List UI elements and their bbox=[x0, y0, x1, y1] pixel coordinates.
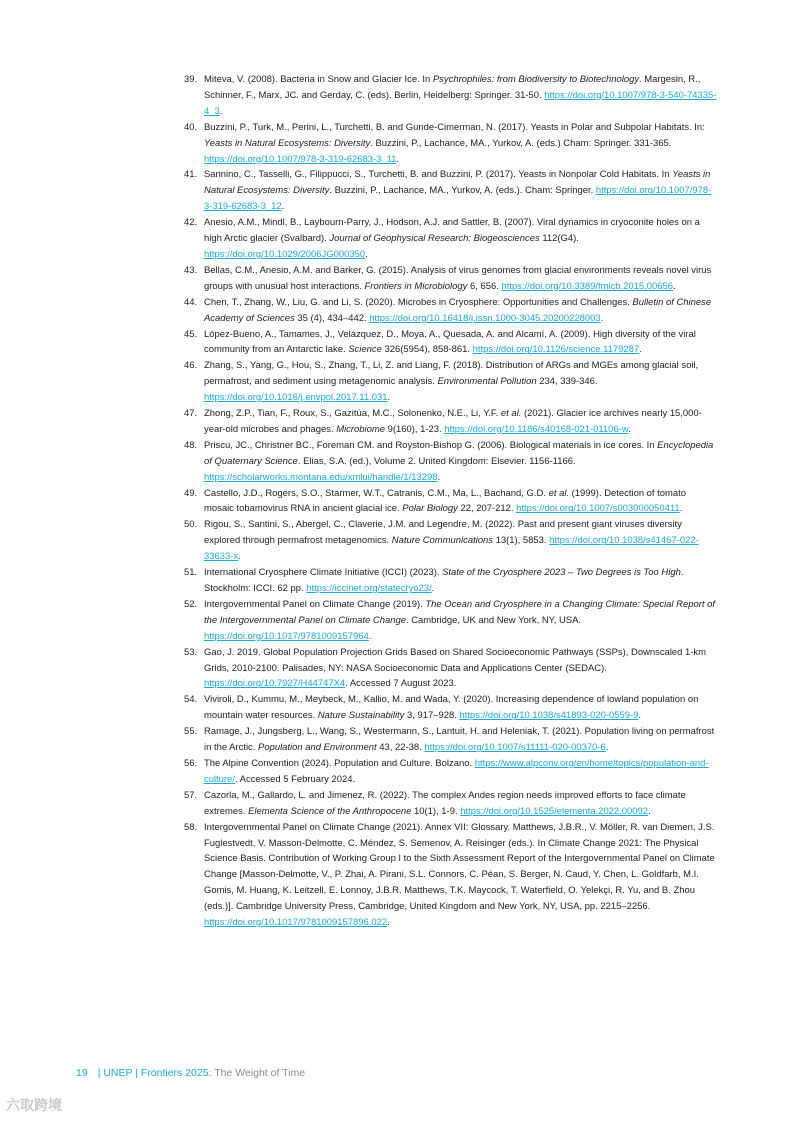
reference-item bbox=[184, 72, 718, 120]
reference-text: Rigou, S., Santini, S., Abergel, C., Claverie, J.M. and Legendre, M. (2022). Past and present giant viruses diversity explored through permafrost metagenomics. bbox=[204, 519, 682, 547]
reference-number: 39. bbox=[184, 74, 198, 85]
reference-text: 112(G4). bbox=[539, 233, 579, 245]
reference-title: et al. bbox=[548, 487, 570, 499]
reference-text: Gao, J. 2019. Global Population Projection Grids Based on Shared Socioeconomic Pathways (SSPs), Downscaled 1-km Grids, 2010-2100. Palisades, NY: NASA Socioeconomic Data and Applications Center (SEDAC). bbox=[204, 646, 707, 674]
reference-text: Castello, J.D., Rogers, S.O., Starmer, W.T., Catranis, C.M., Ma, L., Bachand, G.D. bbox=[204, 487, 549, 499]
publication-subtitle: The Weight of Time bbox=[211, 1067, 306, 1079]
reference-title: State of the Cryosphere 2023 – Two Degrees is Too High bbox=[442, 567, 681, 579]
reference-number: 51. bbox=[184, 567, 198, 579]
reference-text: Zhang, S., Yang, G., Hou, S., Zhang, T., Li, Z. and Liang, F. (2018). Distribution of ARGs and MGEs among glacial soil, permafrost, and sediment using metagenomic analysis. bbox=[204, 360, 699, 388]
reference-number: 41. bbox=[184, 169, 198, 181]
reference-title: Microbiome bbox=[336, 423, 385, 435]
reference-text: Viviroli, D., Kummu, M., Meybeck, M., Kallio, M. and Wada, Y. (2020). Increasing dependence of lowland population on mountain water resources. bbox=[204, 694, 699, 722]
reference-text: 9(160), 1-23. bbox=[384, 423, 445, 435]
reference-title: Frontiers in Microbiology bbox=[364, 280, 468, 292]
reference-number: 57. bbox=[184, 789, 198, 801]
reference-text: . bbox=[638, 710, 642, 722]
reference-text: 43, 22-38. bbox=[376, 742, 425, 754]
reference-text: . Cambridge, UK and New York, NY, USA. bbox=[405, 614, 582, 626]
reference-link[interactable]: https://doi.org/10.1525/elementa.2022.00092 bbox=[460, 805, 649, 817]
reference-text: . bbox=[368, 630, 372, 642]
reference-list bbox=[184, 72, 718, 931]
reference-link[interactable]: https://doi.org/10.1017/9781009157896.022 bbox=[204, 917, 388, 929]
reference-item bbox=[184, 327, 718, 359]
reference-text: Priscu, JC., Christner BC., Foreman CM. and Royston-Bishop G. (2006). Biological materials in ice cores. In bbox=[204, 439, 658, 451]
reference-link[interactable]: https://iccinet.org/statecryo23/ bbox=[306, 583, 432, 594]
reference-item bbox=[184, 517, 718, 565]
reference-title: Science bbox=[348, 344, 382, 356]
reference-text: . Margesin, R., Schinner, F., Marx, JC. and Gerday, C. (eds). Berlin, Heidelberg: Springer. 31-50. bbox=[204, 74, 701, 101]
reference-number: 46. bbox=[184, 360, 198, 372]
reference-text: 10(1), 1-9. bbox=[411, 805, 461, 817]
reference-text: Intergovernmental Panel on Climate Change (2021). Annex VII: Glossary. Matthews, J.B.R., V. Möller, R. van Diemen, J.S. Fuglestvedt, V. Masson-Delmotte, C. Méndez, S. Semenov, A. Reisinger (eds.). In Climate Change 2021: The Physical Science Basis. Contribution of Working Group I to the Sixth Assessment Report of the Intergovernmental Panel on Climate Change [Masson-Delmotte, V., P. Zhai, A. Pirani, S.L. Connors, C. Péan, S. Berger, N. Caud, Y. Chen, L. Goldfarb, M.I. Gomis, M. Huang, K. Leitzell, E. Lonnoy, J.B.R. Matthews, T.K. Maycock, T. Waterfield, O. Yelekçi, R. Yu, and B. Zhou (eds.)]. Cambridge University Press, Cambridge, United Kingdom and New York, NY, USA, pp. 2215–2256. bbox=[204, 821, 715, 913]
reference-number: 49. bbox=[184, 487, 198, 499]
reference-text: . bbox=[639, 344, 642, 356]
reference-number: 47. bbox=[184, 408, 198, 420]
reference-number: 50. bbox=[184, 519, 198, 531]
reference-item bbox=[184, 645, 718, 693]
reference-text: . bbox=[648, 805, 651, 817]
reference-number: 56. bbox=[184, 757, 198, 769]
reference-text: Ramage, J., Jungsberg, L., Wang, S., Westermann, S., Lantuit, H. and Heleniak, T. (2021). Population living on permafrost in the Arctic. bbox=[204, 726, 715, 754]
reference-text: . bbox=[437, 471, 441, 483]
reference-text: Anesio, A.M., Mindl, B., Laybourn-Parry, J., Hodson, A.J. and Sattler, B. (2007). Viral dynamics in cryoconite holes on a high Arctic glacier (Svalbard). bbox=[204, 217, 700, 245]
reference-item bbox=[184, 406, 718, 438]
reference-number: 58. bbox=[184, 821, 198, 833]
reference-item bbox=[184, 565, 718, 597]
reference-number: 40. bbox=[184, 121, 198, 133]
reference-text: Chen, T., Zhang, W., Liu, G. and Li, S. (2020). Microbes in Cryosphere: Opportunities and Challenges. bbox=[204, 296, 633, 308]
reference-text: . Elias, S.A. (ed.), Volume 2. United Kingdom: Elsevier. 1156-1166. bbox=[297, 455, 576, 467]
reference-number: 55. bbox=[184, 726, 198, 738]
reference-item bbox=[184, 438, 718, 486]
reference-link[interactable]: https://doi.org/10.16418/j.issn.1000-3045.20200228003 bbox=[369, 312, 601, 324]
reference-item bbox=[184, 692, 718, 724]
reference-text: 326(5954), 858-861. bbox=[381, 344, 473, 356]
reference-link[interactable]: https://doi.org/10.1038/s41893-020-0559-9 bbox=[459, 710, 639, 722]
reference-title: Polar Biology bbox=[402, 503, 458, 515]
reference-number: 52. bbox=[184, 598, 198, 610]
reference-text: 3, 917–928. bbox=[404, 710, 460, 722]
reference-item bbox=[184, 756, 718, 788]
reference-text: . Accessed 7 August 2023. bbox=[345, 678, 457, 690]
reference-link[interactable]: https://doi.org/10.1186/s40168-021-01106-w bbox=[444, 423, 629, 435]
reference-text: . bbox=[365, 248, 368, 260]
reference-link[interactable]: https://doi.org/10.1016/j.envpol.2017.11.031 bbox=[204, 392, 388, 404]
reference-link[interactable]: https://doi.org/10.3389/fmicb.2015.00656 bbox=[501, 280, 674, 292]
reference-text: 234, 339-346. bbox=[536, 376, 598, 388]
reference-text: . Accessed 5 February 2024. bbox=[234, 773, 356, 785]
reference-text: . bbox=[673, 280, 676, 292]
reference-link[interactable]: https://doi.org/10.1017/9781009157964 bbox=[204, 630, 369, 642]
reference-title: Bulletin of Chinese Academy of Sciences bbox=[204, 296, 712, 324]
reference-title: Elementa Science of the Anthropocene bbox=[248, 805, 412, 817]
reference-text: The Alpine Convention (2024). Population and Culture. Bolzano. bbox=[204, 757, 475, 769]
watermark-logo: 六取跨境 bbox=[6, 1097, 62, 1113]
reference-text: . bbox=[396, 153, 400, 165]
reference-number: 45. bbox=[184, 328, 198, 340]
reference-text: Buzzini, P., Turk, M., Perini, L., Turchetti, B. and Gunde-Cimerman, N. (2017). Yeasts in Polar and Subpolar Habitats. In: bbox=[204, 121, 705, 133]
reference-item bbox=[184, 263, 718, 295]
reference-text: . bbox=[387, 392, 391, 404]
reference-text: . bbox=[431, 583, 435, 594]
reference-text: López-Bueno, A., Tamames, J., Velázquez, D., Moya, A., Quesada, A. and Alcamí, A. (2009). High diversity of the viral community from an Antarctic lake. bbox=[204, 328, 696, 356]
reference-title: Nature Communications bbox=[391, 535, 494, 547]
reference-item bbox=[184, 724, 718, 756]
reference-text: . Stockholm: ICCI. 62 pp. bbox=[204, 567, 684, 594]
reference-item bbox=[184, 597, 718, 645]
reference-link[interactable]: https://doi.org/10.1007/s11111-020-00370-6 bbox=[424, 742, 606, 754]
reference-text: 13(1), 5853. bbox=[493, 535, 550, 547]
reference-text: . bbox=[605, 742, 609, 754]
reference-link[interactable]: https://doi.org/10.1007/978-3-319-62683-3_11 bbox=[204, 153, 397, 165]
reference-item bbox=[184, 167, 718, 215]
reference-text: . Buzzini, P., Lachance, MA., Yurkov, A. (eds.). Cham: Springer. bbox=[329, 185, 596, 197]
reference-number: 44. bbox=[184, 296, 198, 308]
reference-text: . bbox=[679, 503, 683, 515]
reference-text: . bbox=[628, 423, 631, 435]
reference-text: International Cryosphere Climate Initiative (ICCI) (2023). bbox=[204, 567, 443, 579]
reference-text: Zhong, Z.P., Tian, F., Roux, S., Gazitúa, M.C., Solonenko, N.E., Li, Y.F. bbox=[204, 408, 501, 420]
reference-text: Sannino, C., Tasselli, G., Filippucci, S., Turchetti, B. and Buzzini, P. (2017). Yeasts in Nonpolar Cold Habitats. In bbox=[204, 169, 673, 181]
reference-link[interactable]: https://doi.org/10.1007/978-3-319-62683-3_12 bbox=[204, 185, 712, 213]
reference-link[interactable]: https://doi.org/10.1007/s003000050411 bbox=[516, 503, 680, 515]
reference-text: . bbox=[600, 312, 604, 324]
reference-title: Journal of Geophysical Research: Biogeosciences bbox=[329, 233, 540, 245]
reference-number: 42. bbox=[184, 217, 198, 229]
reference-number: 53. bbox=[184, 646, 198, 658]
reference-number: 48. bbox=[184, 439, 198, 451]
reference-text: (2021). Glacier ice archives nearly 15,000-year-old microbes and phages. bbox=[204, 408, 702, 435]
reference-item bbox=[184, 120, 718, 168]
reference-title: The Ocean and Cryosphere in a Changing Climate: Special Report of the Intergovernmental Panel on Climate Change bbox=[204, 598, 715, 626]
reference-text: . bbox=[238, 551, 241, 563]
reference-number: 43. bbox=[184, 264, 198, 276]
reference-text: Bellas, C.M., Anesio, A.M. and Barker, G. (2015). Analysis of virus genomes from glacial environments reveals novel virus groups with unusual host interactions. bbox=[204, 264, 712, 292]
reference-link[interactable]: https://doi.org/10.1038/s41467-022-33633-x bbox=[204, 535, 699, 563]
reference-title: Yeasts in Natural Ecosystems: Diversity bbox=[204, 169, 711, 197]
reference-text: 6, 656. bbox=[467, 280, 502, 292]
reference-text: . bbox=[387, 917, 390, 929]
reference-link[interactable]: https://doi.org/10.1007/978-3-540-74335-4_3 bbox=[204, 89, 717, 117]
reference-text: . bbox=[219, 105, 223, 117]
reference-link[interactable]: https://doi.org/10.1126/science.1179287 bbox=[472, 344, 640, 356]
reference-number: 54. bbox=[184, 694, 198, 706]
reference-text: Cazorla, M., Gallardo, L. and Jimenez, R. (2022). The complex Andes region needs improved efforts to face climate extremes. bbox=[204, 789, 686, 817]
reference-link[interactable]: https://scholarworks.montana.edu/xmlui/handle/1/13298 bbox=[204, 471, 438, 483]
reference-item bbox=[184, 486, 718, 518]
reference-title: Environmental Pollution bbox=[437, 376, 537, 388]
reference-title: et al. bbox=[500, 408, 522, 420]
reference-text: 22, 207-212. bbox=[457, 503, 517, 515]
reference-text: . bbox=[281, 201, 285, 213]
reference-title: Population and Environment bbox=[258, 742, 377, 754]
reference-text: . Buzzini, P., Lachance, MA., Yurkov, A. (eds.) Cham: Springer. 331-365. bbox=[370, 137, 672, 149]
reference-item bbox=[184, 820, 718, 931]
reference-item bbox=[184, 295, 718, 327]
reference-text: Miteva, V. (2008). Bacteria in Snow and Glacier Ice. In bbox=[204, 74, 433, 85]
reference-title: Yeasts in Natural Ecosystems: Diversity bbox=[204, 137, 371, 149]
reference-item bbox=[184, 358, 718, 406]
reference-text: (1999). Detection of tomato mosaic tobamovirus RNA in ancient glacial ice. bbox=[204, 487, 687, 515]
reference-title: Nature Sustainability bbox=[317, 710, 405, 722]
reference-text: Intergovernmental Panel on Climate Change (2019). bbox=[204, 598, 426, 610]
reference-link[interactable]: https://doi.org/10.1029/2006JG000350 bbox=[204, 248, 366, 260]
reference-title: Psychrophiles: from Biodiversity to Biotechnology bbox=[432, 74, 640, 85]
page-footer bbox=[76, 1067, 305, 1079]
reference-title: Encyclopedia of Quaternary Science bbox=[204, 439, 714, 467]
reference-link[interactable]: https://www.alpconv.org/en/home/topics/population-and-culture/ bbox=[204, 757, 709, 785]
reference-item bbox=[184, 788, 718, 820]
reference-item bbox=[184, 215, 718, 263]
page-number: 19 bbox=[76, 1067, 88, 1079]
reference-text: 35 (4), 434–442. bbox=[294, 312, 370, 324]
reference-link[interactable]: https://doi.org/10.7927/H44747X4 bbox=[204, 678, 346, 690]
publication-title: | UNEP | Frontiers 2025: bbox=[97, 1067, 212, 1079]
